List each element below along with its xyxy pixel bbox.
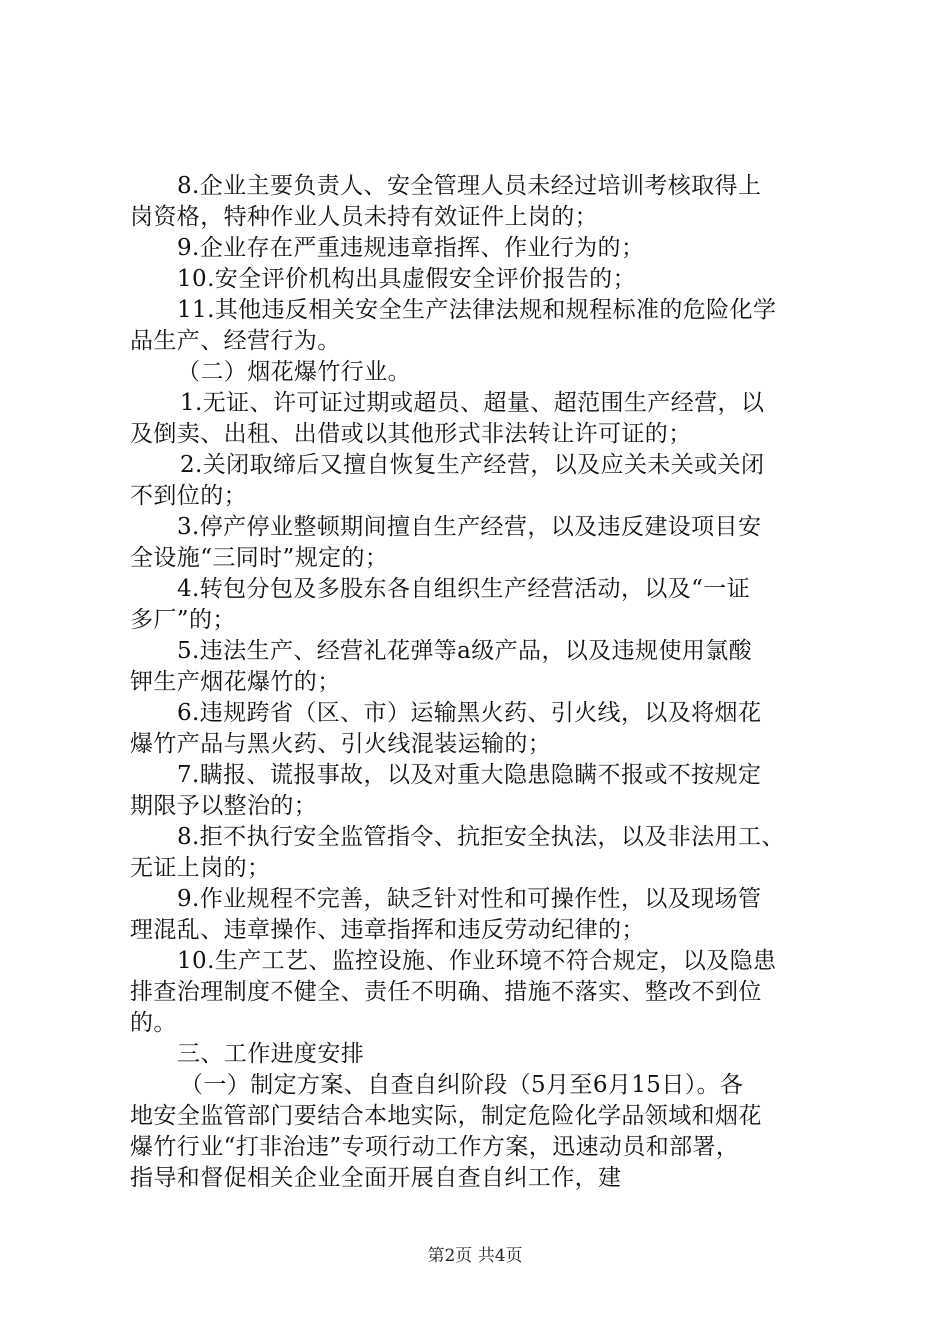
text-line: 地安全监管部门要结合本地实际，制定危险化学品领域和烟花	[130, 1103, 762, 1129]
text-line: 理混乱、违章操作、违章指挥和违反劳动纪律的；	[130, 917, 645, 943]
text-line: 爆竹行业“打非治违”专项行动工作方案，迅速动员和部署，	[130, 1134, 740, 1160]
text-line: 多厂”的；	[130, 607, 236, 633]
text-line: （一）制定方案、自查自纠阶段（5月至6月15日）。各	[180, 1072, 744, 1098]
page-footer: 第2页 共4页	[427, 1246, 523, 1266]
text-line: 11.其他违反相关安全生产法律法规和规程标准的危险化学	[177, 297, 777, 323]
text-line: 10.安全评价机构出具虚假安全评价报告的；	[177, 266, 636, 292]
text-line: 4.转包分包及多股东各自组织生产经营活动，以及“一证	[177, 576, 751, 602]
text-line: 9.企业存在严重违规违章指挥、作业行为的；	[177, 235, 645, 261]
text-line: 无证上岗的；	[130, 855, 271, 881]
text-line: 岗资格，特种作业人员未持有效证件上岗的；	[130, 204, 598, 230]
text-line: 及倒卖、出租、出借或以其他形式非法转让许可证的；	[130, 421, 692, 447]
text-line: 指导和督促相关企业全面开展自查自纠工作，建	[130, 1165, 622, 1191]
text-line: 5.违法生产、经营礼花弹等a级产品，以及违规使用氯酸	[177, 638, 753, 664]
text-line: 2.关闭取缔后又擅自恢复生产经营，以及应关未关或关闭	[180, 452, 765, 478]
text-line: 品生产、经营行为。	[130, 328, 341, 354]
text-line: 3.停产停业整顿期间擅自生产经营，以及违反建设项目安	[177, 514, 762, 540]
text-line: 不到位的；	[130, 483, 247, 509]
text-line: 排查治理制度不健全、责任不明确、措施不落实、整改不到位	[130, 979, 762, 1005]
text-line: 10.生产工艺、监控设施、作业环境不符合规定，以及隐患	[177, 948, 777, 974]
text-line: 全设施“三同时”规定的；	[130, 545, 389, 571]
text-line: 期限予以整治的；	[130, 793, 318, 819]
text-line: 7.瞒报、谎报事故，以及对重大隐患隐瞒不报或不按规定	[177, 762, 762, 788]
section-heading: 三、工作进度安排	[177, 1041, 365, 1067]
text-line: 爆竹产品与黑火药、引火线混装运输的；	[130, 731, 552, 757]
text-line: 9.作业规程不完善，缺乏针对性和可操作性，以及现场管	[177, 886, 762, 912]
text-line: 1.无证、许可证过期或超员、超量、超范围生产经营，以	[180, 390, 765, 416]
section-heading: （二）烟花爆竹行业。	[177, 359, 411, 385]
text-line: 8.拒不执行安全监管指令、抗拒安全执法，以及非法用工、	[177, 824, 785, 850]
text-line: 8.企业主要负责人、安全管理人员未经过培训考核取得上	[177, 173, 762, 199]
body-text	[130, 171, 830, 1194]
text-line: 6.违规跨省（区、市）运输黑火药、引火线，以及将烟花	[177, 700, 762, 726]
text-line: 钾生产烟花爆竹的；	[130, 669, 341, 695]
text-line: 的。	[130, 1010, 177, 1036]
